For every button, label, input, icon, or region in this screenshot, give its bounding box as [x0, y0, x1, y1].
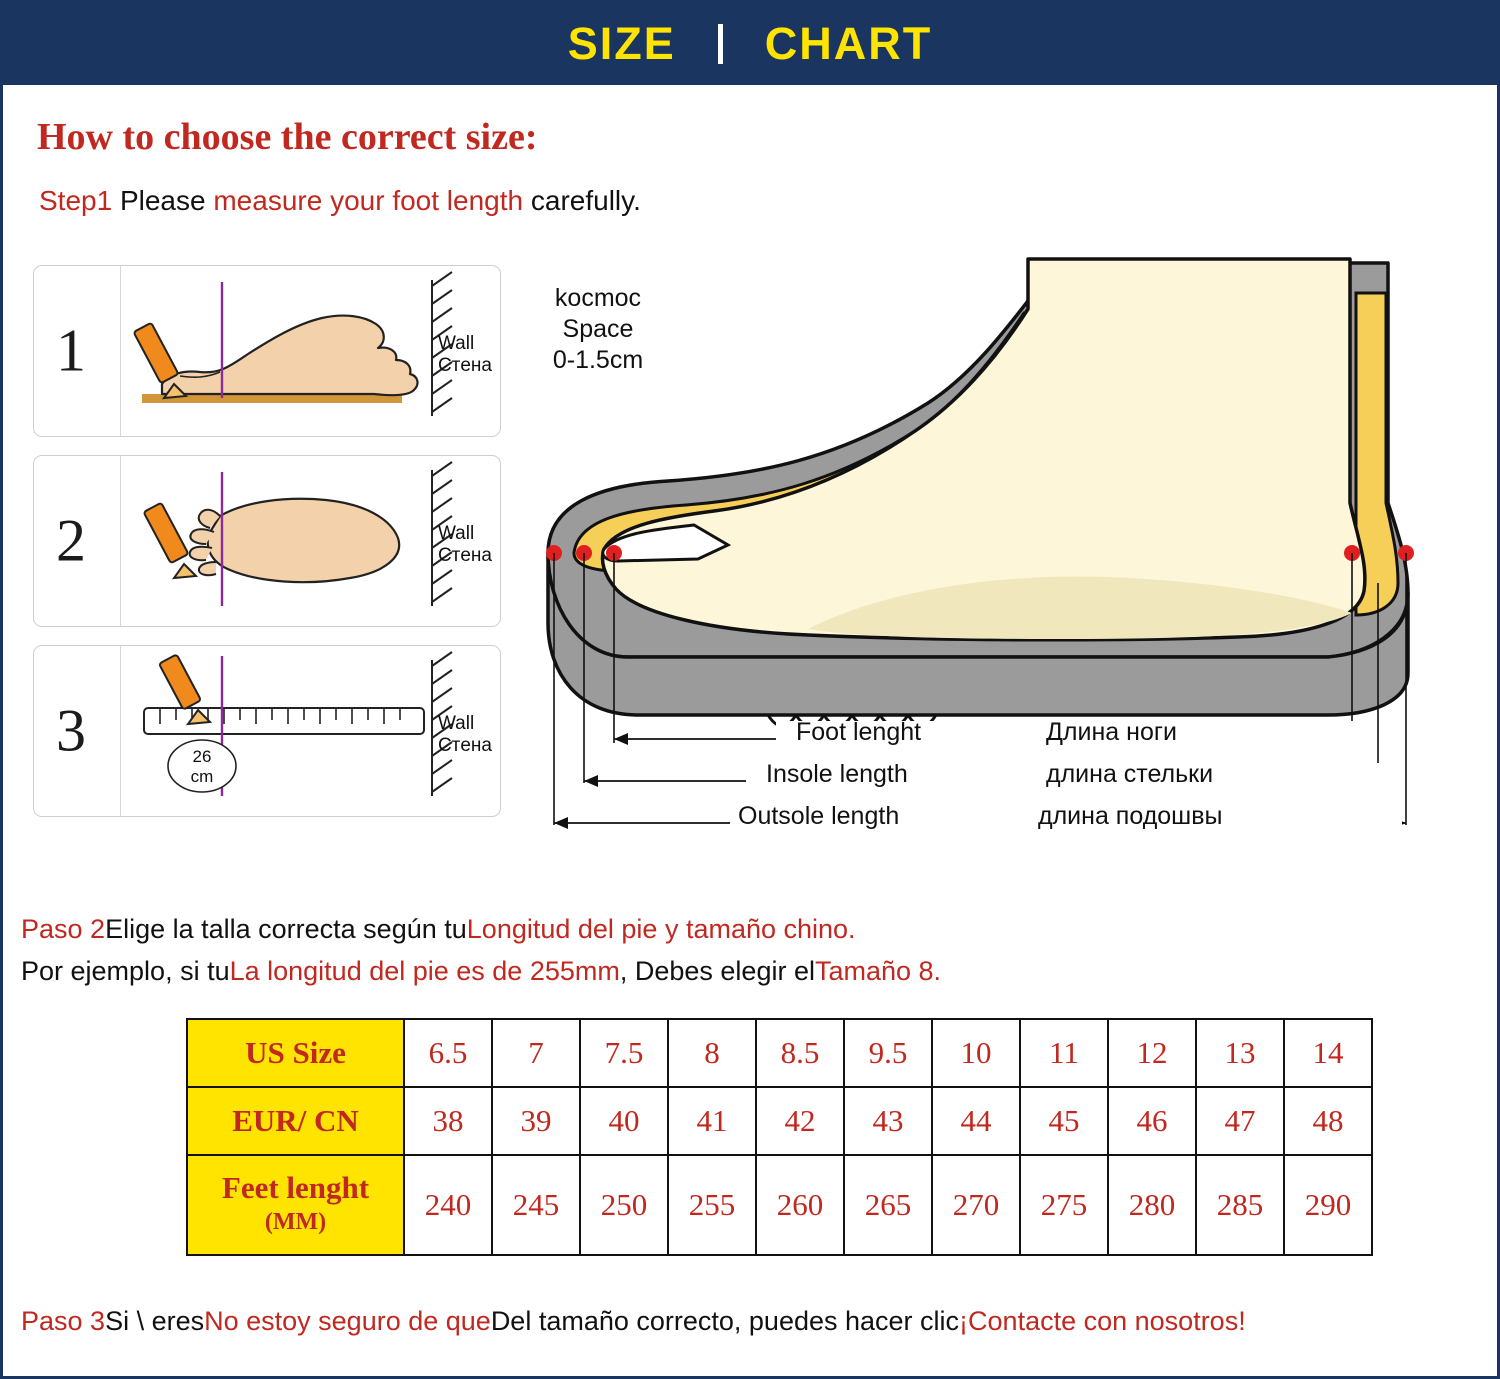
table-row	[187, 1087, 1372, 1155]
cell-eur-cn: 44	[932, 1087, 1020, 1155]
step-number: 1	[56, 317, 86, 384]
measure-row-insole	[766, 760, 1406, 789]
paso2-line2-a: Por ejemplo, si tu	[21, 956, 230, 986]
cell-feet-length: 280	[1108, 1155, 1196, 1255]
paso2-line2-d: Tamaño 8.	[814, 956, 942, 986]
ruler-illustration	[34, 646, 501, 816]
cell-feet-length: 285	[1196, 1155, 1284, 1255]
row-header-feet-length-unit: (MM)	[264, 1209, 327, 1235]
svg-text:cm: cm	[190, 767, 214, 786]
header-banner	[3, 3, 1497, 85]
paso2-line1-emphasis: Longitud del pie y tamaño chino.	[466, 914, 856, 944]
space-label-ru: kocmoc	[554, 284, 642, 312]
cell-us-size: 11	[1020, 1019, 1108, 1087]
cell-us-size: 8.5	[756, 1019, 844, 1087]
table-row	[187, 1155, 1372, 1255]
wall-label-2	[438, 523, 492, 567]
svg-text:26: 26	[192, 747, 212, 766]
table-row	[187, 1019, 1372, 1087]
wall-label-en: Wall	[437, 523, 475, 544]
paso3-prefix: Paso 3	[21, 1306, 106, 1336]
cell-eur-cn: 38	[404, 1087, 492, 1155]
cell-us-size: 6.5	[404, 1019, 492, 1087]
cell-us-size: 7.5	[580, 1019, 668, 1087]
step1-plain: Please	[119, 185, 206, 216]
size-chart-table	[186, 1018, 1373, 1256]
paso3-instruction	[21, 1303, 1486, 1339]
wall-label-en: Wall	[437, 713, 475, 734]
paso3-contact-link[interactable]: ¡Contacte con nosotros!	[959, 1306, 1246, 1336]
row-header-us-size: US Size	[187, 1019, 404, 1087]
cell-feet-length: 250	[580, 1155, 668, 1255]
cell-us-size: 12	[1108, 1019, 1196, 1087]
cell-feet-length: 275	[1020, 1155, 1108, 1255]
row-header-feet-length-label: Feet lenght	[221, 1170, 370, 1205]
step-box-3	[33, 645, 501, 817]
cell-us-size: 8	[668, 1019, 756, 1087]
step-number: 3	[56, 697, 86, 764]
foot-side-illustration	[34, 266, 501, 436]
step-number: 2	[56, 507, 86, 574]
wall-label-1	[438, 333, 492, 377]
paso3-d: Del tamaño correcto, puedes hacer clic	[490, 1306, 960, 1336]
step1-suffix: carefully.	[530, 185, 641, 216]
measure-row-foot	[796, 718, 1396, 747]
cell-feet-length: 270	[932, 1155, 1020, 1255]
space-label-en: Space	[562, 315, 634, 343]
shoe-cross-section-diagram	[508, 253, 1468, 863]
cell-us-size: 10	[932, 1019, 1020, 1087]
space-label-value: 0-1.5cm	[552, 346, 644, 374]
wall-label-3	[438, 713, 492, 757]
cell-eur-cn: 43	[844, 1087, 932, 1155]
cell-us-size: 7	[492, 1019, 580, 1087]
cell-eur-cn: 39	[492, 1087, 580, 1155]
cell-feet-length: 245	[492, 1155, 580, 1255]
measure-label-en: Foot lenght	[796, 718, 922, 746]
measure-row-outsole	[738, 802, 1410, 831]
paso2-prefix: Paso 2	[21, 914, 106, 944]
paso2-line2-c: , Debes elegir el	[619, 956, 815, 986]
step-box-2	[33, 455, 501, 627]
cell-us-size: 9.5	[844, 1019, 932, 1087]
cell-feet-length: 290	[1284, 1155, 1372, 1255]
measure-label-ru: длина подошвы	[1038, 802, 1223, 830]
header-divider	[718, 24, 723, 64]
cell-eur-cn: 46	[1108, 1087, 1196, 1155]
wall-label-ru: Cтeнa	[437, 735, 492, 756]
cell-feet-length: 255	[668, 1155, 756, 1255]
cell-eur-cn: 45	[1020, 1087, 1108, 1155]
wall-label-ru: Cтeнa	[437, 355, 492, 376]
cell-eur-cn: 41	[668, 1087, 756, 1155]
foot-top-illustration	[34, 456, 501, 626]
paso2-instruction	[21, 908, 1481, 992]
paso2-line1	[21, 908, 1481, 950]
wall-label-ru: Cтeнa	[437, 545, 492, 566]
measure-label-ru: Длина ноги	[1046, 718, 1177, 746]
cell-eur-cn: 42	[756, 1087, 844, 1155]
paso2-line2-b: La longitud del pie es de 255mm	[229, 956, 620, 986]
paso3-c: No estoy seguro de que	[204, 1306, 491, 1336]
cell-feet-length: 260	[756, 1155, 844, 1255]
paso2-line2	[21, 950, 1481, 992]
paso2-line1-plain: Elige la talla correcta según tu	[105, 914, 467, 944]
measure-label-en: Outsole length	[738, 802, 900, 830]
cell-eur-cn: 40	[580, 1087, 668, 1155]
cell-feet-length: 240	[404, 1155, 492, 1255]
row-header-feet-length	[187, 1155, 404, 1255]
page-title: How to choose the correct size:	[37, 116, 538, 158]
row-header-eur-cn: EUR/ CN	[187, 1087, 404, 1155]
cell-us-size: 13	[1196, 1019, 1284, 1087]
header-title-size: SIZE	[567, 18, 676, 69]
paso3-b: Si \ eres	[105, 1306, 205, 1336]
cell-eur-cn: 48	[1284, 1087, 1372, 1155]
step1-prefix: Step1	[39, 185, 113, 216]
measure-label-ru: длина стельки	[1046, 760, 1214, 788]
cell-eur-cn: 47	[1196, 1087, 1284, 1155]
step1-emphasis: measure your foot length	[213, 185, 524, 216]
cell-feet-length: 265	[844, 1155, 932, 1255]
cell-us-size: 14	[1284, 1019, 1372, 1087]
header-title-chart: CHART	[764, 18, 933, 69]
step1-instruction	[39, 185, 641, 217]
measure-label-en: Insole length	[766, 760, 908, 788]
wall-label-en: Wall	[437, 333, 475, 354]
step-box-1	[33, 265, 501, 437]
steps-panel	[33, 265, 501, 835]
